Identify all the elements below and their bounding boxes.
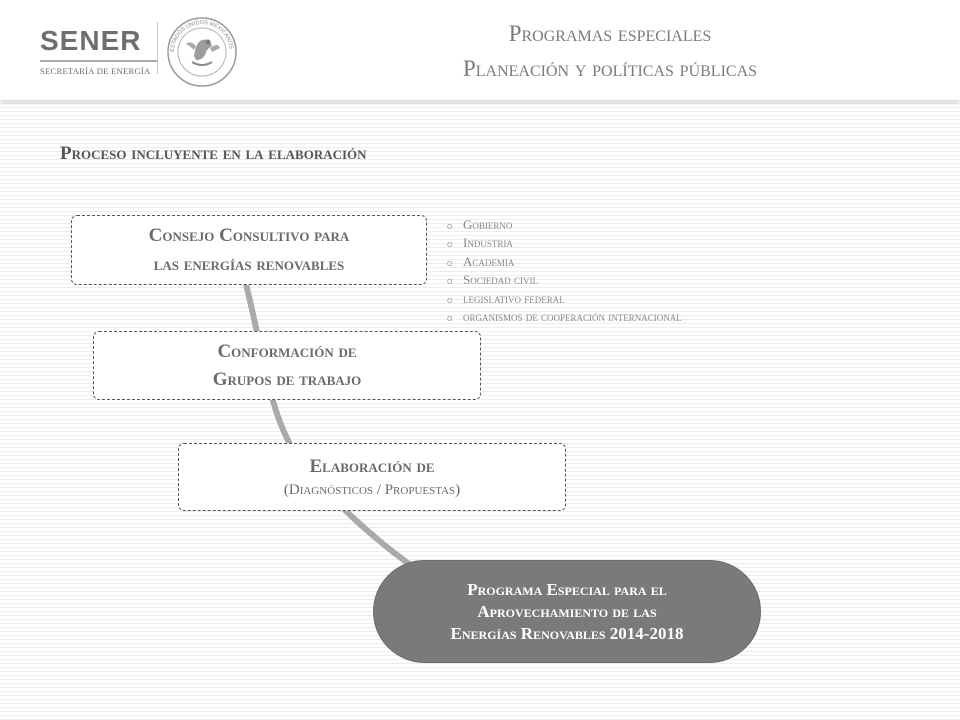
list-item-label: organismos de cooperación internacional — [463, 308, 682, 324]
final-line1: Programa Especial para el — [467, 579, 667, 599]
bullet-icon: o — [447, 294, 453, 306]
step-line1: Elaboración de — [309, 456, 435, 477]
final-program-pill — [373, 560, 761, 663]
bullet-icon: o — [447, 221, 453, 232]
final-line2: Aprovechamiento de las — [477, 601, 657, 621]
seal-text: ESTADOS UNIDOS MEXICANOS — [169, 19, 234, 53]
logo-name: SENER — [40, 25, 142, 56]
step-consejo-consultivo — [71, 215, 427, 285]
list-item-label: Sociedad civil — [463, 272, 538, 288]
logo-subtitle: SECRETARÍA DE ENERGÍA — [40, 66, 151, 76]
bullet-icon: o — [447, 239, 453, 251]
header-title-line2: Planeación y políticas públicas — [462, 56, 758, 81]
list-item-label: legislativo federal — [463, 290, 565, 306]
final-line3: Energías Renovables 2014-2018 — [450, 623, 684, 643]
list-item — [447, 290, 682, 308]
bullet-icon: o — [447, 276, 453, 288]
list-item — [447, 253, 682, 271]
list-item — [447, 271, 682, 289]
step-elaboracion — [178, 443, 566, 511]
bullet-icon: o — [447, 312, 453, 324]
step-line2: las energías renovables — [153, 254, 345, 275]
list-item — [447, 308, 682, 326]
section-title: Proceso incluyente en la elaboración — [60, 143, 367, 164]
list-item-label: Industria — [463, 235, 513, 251]
list-item-label: Gobierno — [463, 217, 513, 232]
step-line1: Consejo Consultivo para — [148, 225, 350, 246]
bullet-icon: o — [447, 257, 453, 269]
participants-list — [447, 216, 682, 326]
list-item-label: Academia — [463, 253, 515, 269]
header-title-line1: Programas especiales — [508, 21, 712, 46]
step-line2: Grupos de trabajo — [212, 368, 362, 390]
step-line1: Conformación de — [217, 340, 357, 362]
list-item — [447, 234, 682, 252]
step-line2: (Diagnósticos / Propuestas) — [283, 482, 461, 498]
list-item — [447, 216, 682, 234]
step-grupos-de-trabajo — [93, 331, 481, 400]
